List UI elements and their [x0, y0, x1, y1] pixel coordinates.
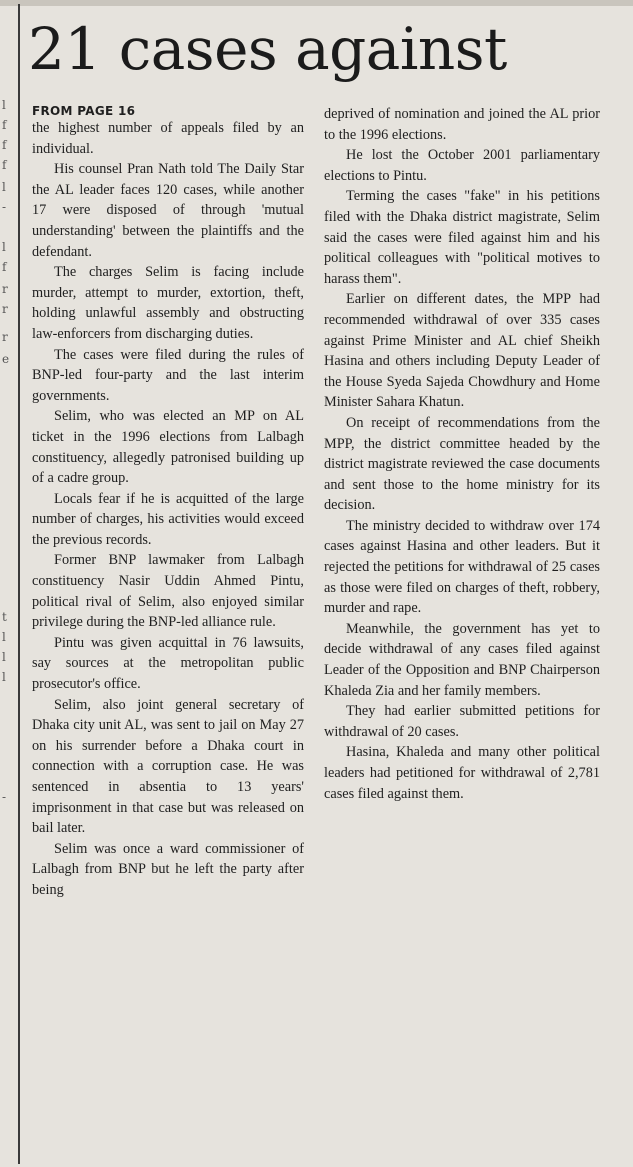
- margin-fragment: f: [2, 118, 7, 132]
- article-paragraph: Meanwhile, the government has yet to decide withdrawal of any cases filed against Leader of the Opposition and BNP Chairperson Khaleda Zia and her family members.: [324, 620, 600, 699]
- dateline: FROM PAGE 16: [32, 104, 136, 118]
- margin-fragment: l: [2, 98, 6, 112]
- margin-fragment: f: [2, 260, 7, 274]
- article-paragraph: On receipt of recommendations from the MPP, the district committee headed by the district magistrate reviewed the case documents and sent those to the home ministry for its decision.: [324, 414, 600, 514]
- margin-fragment: t: [2, 610, 7, 624]
- margin-fragment: l: [2, 630, 6, 644]
- margin-fragment: r: [2, 302, 8, 316]
- margin-fragment: f: [2, 138, 7, 152]
- article-column-right: [324, 104, 600, 804]
- margin-fragment: -: [2, 200, 7, 214]
- article-paragraph: Earlier on different dates, the MPP had recommended withdrawal of over 335 cases against Prime Minister and AL chief Sheikh Hasina and others including Deputy Leader of the House Syeda Sajeda Chowdhury and Home Minister Sahara Khatun.: [324, 291, 600, 411]
- margin-fragment: f: [2, 158, 7, 172]
- column-divider: [18, 4, 20, 1164]
- article-paragraph: The charges Selim is facing include murder, attempt to murder, extortion, theft, holding unlawful assembly and obstructing law-enforcers from discharging duties.: [32, 264, 304, 342]
- margin-fragment: l: [2, 180, 6, 194]
- article-paragraph: He lost the October 2001 parliamentary elections to Pintu.: [324, 147, 600, 184]
- margin-fragment: -: [2, 790, 7, 804]
- margin-fragment: l: [2, 670, 6, 684]
- top-border: [0, 0, 633, 6]
- article-paragraph: Terming the cases "fake" in his petitions filed with the Dhaka district magistrate, Selim said the cases were filed against him and his political colleagues with "political motives to harass them".: [324, 188, 600, 287]
- article-paragraph: They had earlier submitted petitions for withdrawal of 20 cases.: [324, 703, 600, 740]
- margin-fragment: e: [2, 352, 10, 366]
- article-paragraph: Selim, who was elected an MP on AL ticket in the 1996 elections from Lalbagh constituency, allegedly patronised building up of a cadre group.: [32, 408, 304, 487]
- article-paragraph: The cases were filed during the rules of BNP-led four-party and the last interim governments.: [32, 346, 304, 404]
- article-paragraph: The ministry decided to withdraw over 174 cases against Hasina and other leaders. But it rejected the petitions for withdrawal of 25 cases as those were filed on charges of theft, robbery, murder and rape.: [324, 517, 600, 617]
- margin-fragment: r: [2, 282, 8, 296]
- margin-fragment: r: [2, 330, 8, 344]
- margin-fragment: l: [2, 240, 6, 254]
- article-paragraph: deprived of nomination and joined the AL prior to the 1996 elections.: [324, 106, 600, 143]
- article-paragraph: His counsel Pran Nath told The Daily Star the AL leader faces 120 cases, while another 17 were disposed of through 'mutual understanding' between the plaintiffs and the defendant.: [32, 161, 304, 260]
- article-paragraph: Locals fear if he is acquitted of the large number of charges, his activities would exceed the previous records.: [32, 490, 304, 548]
- margin-fragment: l: [2, 650, 6, 664]
- article-paragraph: Selim, also joint general secretary of Dhaka city unit AL, was sent to jail on May 27 on his surrender before a Dhaka court in connection with a corruption case. He was sentenced in absentia to 13 years' imprisonment in that case but was released on bail later.: [32, 696, 304, 837]
- article-paragraph: Hasina, Khaleda and many other political leaders had petitioned for withdrawal of 2,781 cases filed against them.: [324, 744, 600, 802]
- article-paragraph: Pintu was given acquittal in 76 lawsuits, say sources at the metropolitan public prosecutor's office.: [32, 634, 304, 693]
- headline: 21 cases against: [28, 15, 507, 83]
- article-column-left: [32, 104, 304, 901]
- article-paragraph: Selim was once a ward commissioner of Lalbagh from BNP but he left the party after being: [32, 840, 304, 898]
- adjacent-column-fragments: [0, 90, 14, 1150]
- article-paragraph: the highest number of appeals filed by an individual.: [32, 120, 304, 157]
- article-paragraph: Former BNP lawmaker from Lalbagh constituency Nasir Uddin Ahmed Pintu, political rival of Selim, also enjoyed similar privilege during the BNP-led alliance rule.: [32, 552, 304, 631]
